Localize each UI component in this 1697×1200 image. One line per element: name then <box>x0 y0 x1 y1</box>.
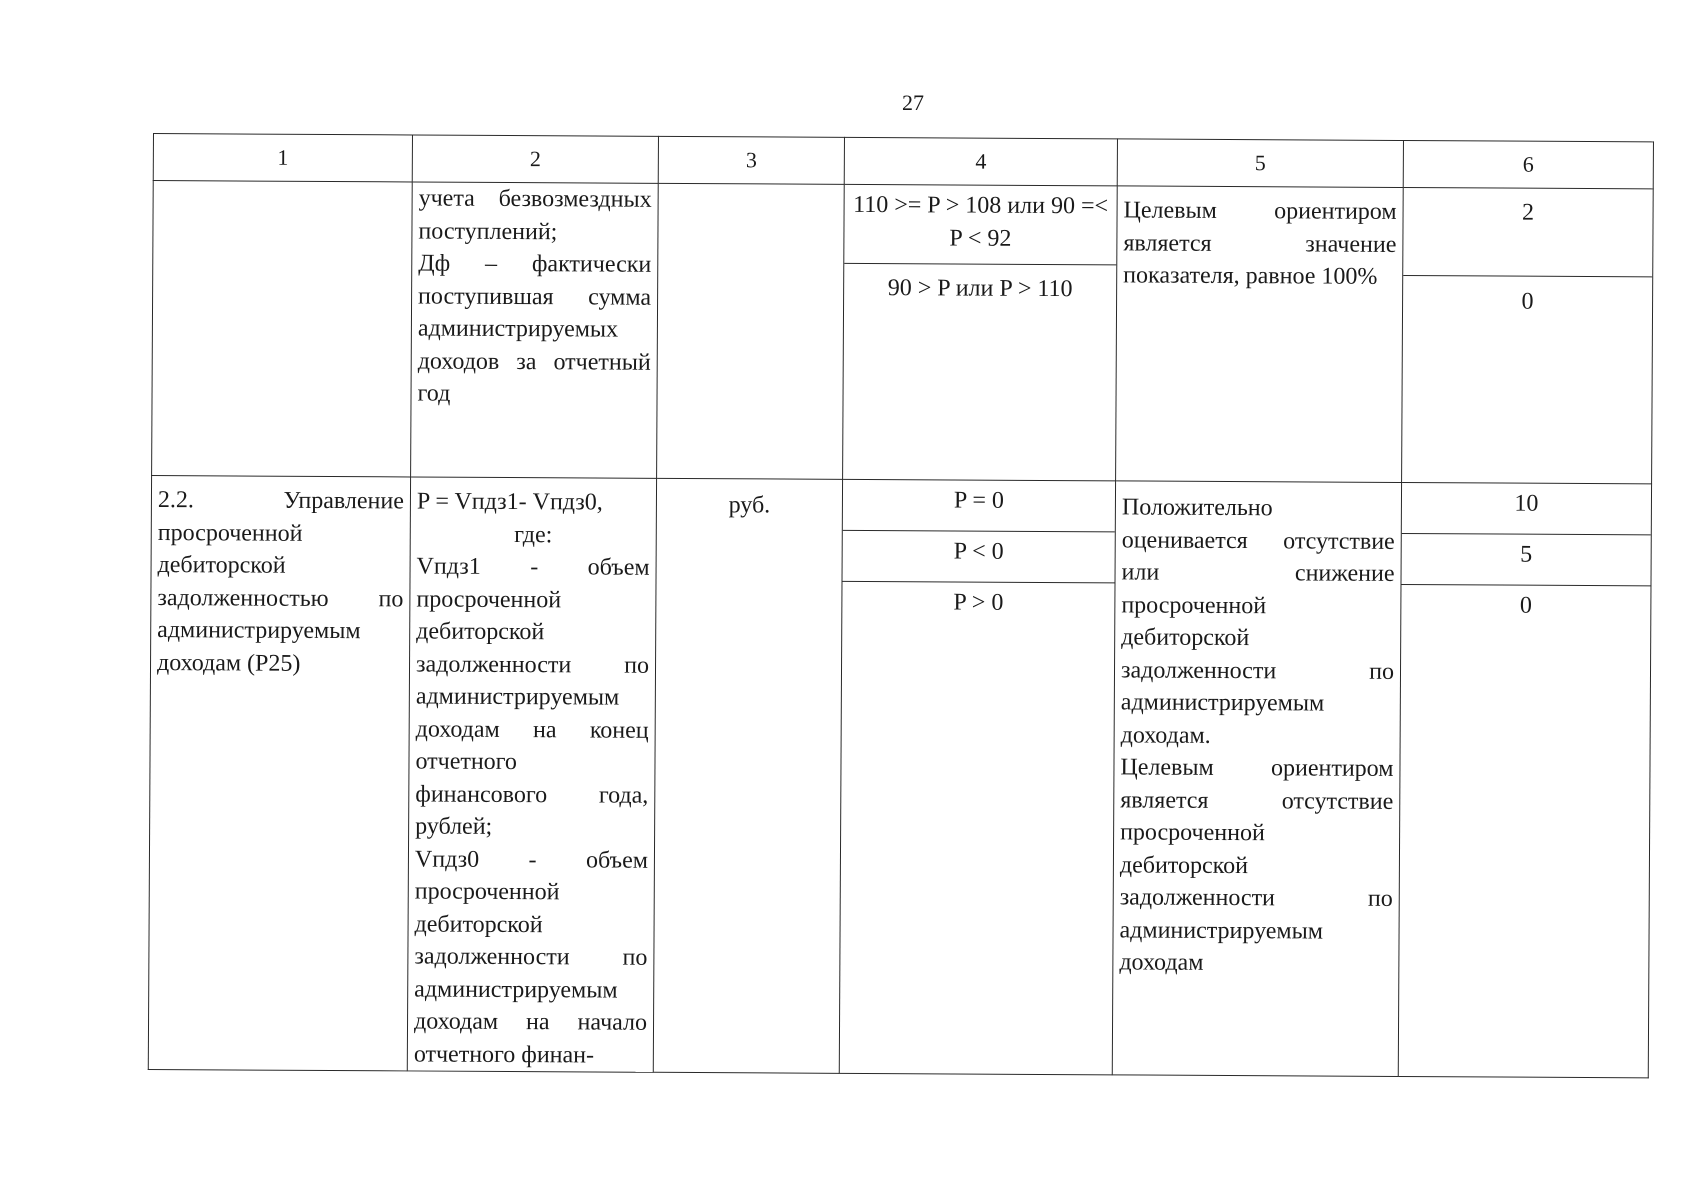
row1-col2-line2: Дф – фактически поступившая сумма администрируемых доходов за отчетный год <box>417 250 652 407</box>
criteria-table <box>148 133 1654 1078</box>
formula-where: где: <box>514 521 553 548</box>
row2-scores <box>1398 482 1651 1077</box>
row2-score-2: 5 <box>1401 534 1650 586</box>
row2-condition-1: P = 0 <box>843 480 1115 533</box>
row2-score-3: 0 <box>1519 592 1532 619</box>
row1-col2-line1: учета безвозмездных поступлений; <box>418 185 652 245</box>
row2-condition-2: P < 0 <box>843 531 1115 584</box>
row2-condition-3: P > 0 <box>953 589 1004 616</box>
formula-def-2: Vпдз0 - объем просроченной дебиторской задолженности по администрируемым доходам на начало отчетного финан- <box>413 845 649 1068</box>
formula-def-1: Vпдз1 - объем просроченной дебиторской задолженности по администрируемым доходам на конец отчетного финансового года, рублей; <box>415 553 650 840</box>
unit-of-measure: руб. <box>653 478 842 1073</box>
table-row <box>152 181 1654 484</box>
header-col-4: 4 <box>844 137 1117 186</box>
row1-scores <box>1402 187 1654 483</box>
row1-score-2: 0 <box>1521 288 1534 315</box>
row1-col1 <box>152 181 413 477</box>
header-col-5: 5 <box>1117 139 1403 188</box>
row1-conditions <box>843 184 1118 481</box>
header-col-6: 6 <box>1403 140 1653 188</box>
header-col-2: 2 <box>412 135 658 183</box>
row1-formula-description <box>411 182 659 478</box>
row2-col5-para1: Положительно оценивается отсутствие или снижение просроченной дебиторской задолженности по администрируемым доходам. <box>1120 494 1395 749</box>
header-col-3: 3 <box>658 136 844 184</box>
row2-conditions <box>839 479 1115 1075</box>
row1-condition-1: 110 >= P > 108 или 90 =< P < 92 <box>844 185 1116 266</box>
header-col-1: 1 <box>153 134 412 182</box>
page-number: 27 <box>902 90 924 115</box>
indicator-name: 2.2. Управление просроченной дебиторской задолженностью по администрируемым доходам (P25) <box>148 475 410 1070</box>
table-header-row <box>153 134 1653 189</box>
table-row <box>148 475 1651 1077</box>
row2-formula-description <box>407 477 656 1072</box>
formula: P = Vпдз1- Vпдз0, <box>416 488 603 516</box>
row1-condition-2: 90 > P или P > 110 <box>887 275 1073 303</box>
row2-col5-para2: Целевым ориентиром является отсутствие просроченной дебиторской задолженности по администрируемым доходам <box>1119 754 1394 976</box>
row1-score-1: 2 <box>1403 188 1652 277</box>
row2-score-1: 10 <box>1402 483 1651 535</box>
row1-target-note: Целевым ориентиром является значение показателя, равное 100% <box>1116 186 1404 483</box>
row2-assessment-note <box>1112 481 1401 1077</box>
row1-col3 <box>657 183 845 479</box>
